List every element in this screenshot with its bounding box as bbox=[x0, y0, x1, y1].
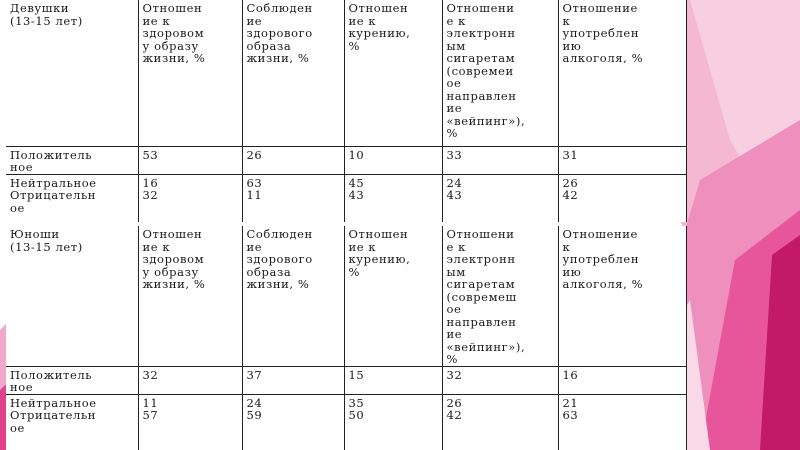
girls-attitudes-table bbox=[6, 0, 686, 222]
table-cell: 31 bbox=[558, 146, 686, 174]
header-cell-health-attitude bbox=[138, 226, 242, 366]
table-cell: 35 50 bbox=[344, 394, 442, 450]
table-cell: 16 bbox=[558, 366, 686, 394]
header-cell-health-practice bbox=[242, 0, 344, 146]
row-label: Положитель ное bbox=[6, 366, 138, 394]
table-cell: 32 bbox=[138, 366, 242, 394]
table-cell: 24 43 bbox=[442, 174, 558, 222]
table-cell: 15 bbox=[344, 366, 442, 394]
table-header-row bbox=[6, 226, 686, 366]
table-cell: 26 42 bbox=[442, 394, 558, 450]
header-text: Отношен ие к курению, % bbox=[348, 1, 411, 53]
header-text: Соблюден ие здорового образа жизни, % bbox=[246, 227, 313, 291]
boys-attitudes-table bbox=[6, 226, 686, 450]
header-text: Отношени е к электронн ым сигаретам (совремеи ое направлен ие «вейпинг»), % bbox=[446, 1, 526, 140]
header-cell-alcohol bbox=[558, 226, 686, 366]
table-cell: 16 32 bbox=[138, 174, 242, 222]
header-text: Девушки (13-15 лет) bbox=[10, 1, 83, 28]
header-cell-smoking bbox=[344, 0, 442, 146]
header-text: Отношен ие к здоровом у образу жизни, % bbox=[142, 227, 206, 291]
header-text: Юноши (13-15 лет) bbox=[10, 227, 83, 254]
header-text: Отношение к употреблен ию алкоголя, % bbox=[562, 227, 644, 291]
row-label: Нейтральное Отрицательн ое bbox=[6, 394, 138, 450]
table-row-positive bbox=[6, 146, 686, 174]
table-cell: 45 43 bbox=[344, 174, 442, 222]
header-cell-vaping bbox=[442, 0, 558, 146]
header-text: Отношение к употреблен ию алкоголя, % bbox=[562, 1, 644, 65]
table-cell: 26 42 bbox=[558, 174, 686, 222]
row-label: Положитель ное bbox=[6, 146, 138, 174]
header-cell-group bbox=[6, 226, 138, 366]
table-row-neutral-negative bbox=[6, 174, 686, 222]
header-text: Отношен ие к курению, % bbox=[348, 227, 411, 279]
table-cell: 63 11 bbox=[242, 174, 344, 222]
header-cell-health-practice bbox=[242, 226, 344, 366]
table-cell: 53 bbox=[138, 146, 242, 174]
table-row-neutral-negative bbox=[6, 394, 686, 450]
table-row-positive bbox=[6, 366, 686, 394]
header-cell-smoking bbox=[344, 226, 442, 366]
header-cell-group bbox=[6, 0, 138, 146]
table-cell: 26 bbox=[242, 146, 344, 174]
header-cell-alcohol bbox=[558, 0, 686, 146]
table-cell: 21 63 bbox=[558, 394, 686, 450]
table-cell: 33 bbox=[442, 146, 558, 174]
header-cell-vaping bbox=[442, 226, 558, 366]
table-cell: 37 bbox=[242, 366, 344, 394]
header-text: Соблюден ие здорового образа жизни, % bbox=[246, 1, 313, 65]
header-text: Отношени е к электронн ым сигаретам (совремеш ое направлен ие «вейпинг»), % bbox=[446, 227, 526, 366]
header-text: Отношен ие к здоровом у образу жизни, % bbox=[142, 1, 206, 65]
table-cell: 11 57 bbox=[138, 394, 242, 450]
table-header-row bbox=[6, 0, 686, 146]
table-cell: 10 bbox=[344, 146, 442, 174]
row-label: Нейтральное Отрицательн ое bbox=[6, 174, 138, 222]
header-cell-health-attitude bbox=[138, 0, 242, 146]
table-cell: 32 bbox=[442, 366, 558, 394]
table-cell: 24 59 bbox=[242, 394, 344, 450]
